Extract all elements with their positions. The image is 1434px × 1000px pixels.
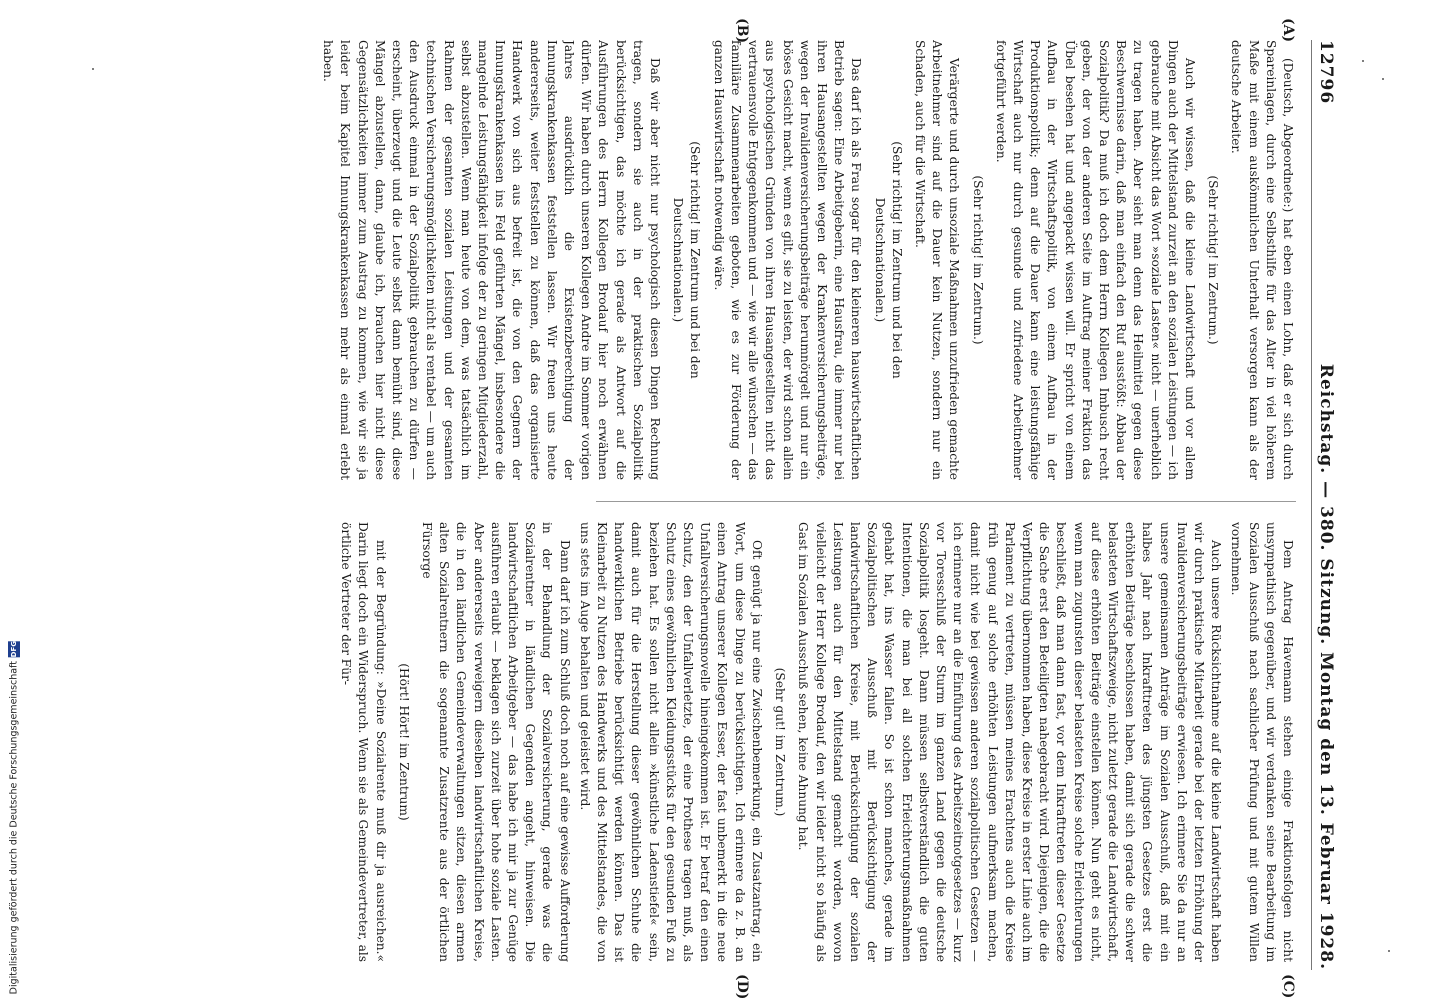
scan-speck — [1388, 950, 1390, 952]
page-number: 12796 — [1316, 40, 1336, 105]
paragraph: mit der Begründung: »Deine Sozialrente muß dir ja ausreichen.« Darin liegt doch ein Widerspruch. Wenn sie als Gemeindevertreter, als örtliche Vertreter der Für- — [339, 522, 388, 962]
paragraph: Auch wir wissen, daß die kleine Landwirtschaft und vor allem Dingen auch der Mittelstand zurzeit an den sozialen Leistungen — ich gebrauche mit Absicht das Wort »soziale Lasten« nicht — unerheblich zu tragen haben. Aber sieht man denn das Heilmittel gegen diese Beschwernisse darin, daß man einfach den Ruf ausstößt: Abbau der Sozialpolitik? Da muß ich doch dem Herrn Kollegen Imbusch recht geben, der von der anderen Seite im Auftrag meiner Fraktion das Übel besehen hat und angepackt wissen will. Er spricht von einem Aufbau in der Wirtschaftspolitik, von einem Aufbau in der Produktionspolitik; denn auf die Dauer kann eine leistungsfähige Wirtschaft auch nur durch gesunde und zufriedene Arbeitnehmer fortgeführt werden. — [993, 40, 1197, 480]
dfg-logo: DFG — [10, 640, 18, 657]
interjection: (Sehr gut! im Zentrum.) — [773, 667, 788, 817]
column-divider — [596, 501, 1296, 502]
paragraph: Verärgerte und durch unsoziale Maßnahmen unzufrieden gemachte Arbeitnehmer sind auf die Dauer kein Nutzen, sondern nur ein Schaden, auch für die Wirtschaft. — [912, 40, 962, 480]
interjection: (Sehr richtig! im Zentrum und bei den Deutschnationalen.) — [671, 141, 703, 379]
left-column — [116, 40, 1296, 480]
interjection: (Sehr richtig! im Zentrum und bei den Deutschnationalen.) — [872, 141, 904, 379]
paragraph: Daß wir aber nicht nur psychologisch diesen Dingen Rechnung tragen, sondern sie auch in der praktischen Sozialpolitik berücksichtigen, das möchte ich gerade als Antwort auf die Ausführungen des Herrn Kollegen Brodauf hier noch erwähnen dürfen. Wir haben durch unseren Kollegen Andre im Sommer vorigen Jahres ausdrücklich die Existenzberechtigung der Innungskrankenkassen feststellen lassen. Wir freuen uns heute andererseits, weiter feststellen zu können, daß das organisierte Handwerk von sich aus befreit ist, die von den Gegnern der Innungskrankenkassen ins Feld geführten Mängel, insbesondere die mangelnde Leistungsfähigkeit infolge der zu geringen Mitgliederzahl, selbst abzustellen. Wenn man heute von dem, was tatsächlich im Rahmen der gesamten sozialen Leistungen und der gesamten technischen Versicherungsmöglichkeiten nicht als rentabel — um auch den Ausdruck einmal in der Sozialpolitik gebrauchen zu dürfen — erscheint, überzeugt und die Leute selbst dann bemüht sind, diese Mängel abzustellen, dann, glaube ich, brauchen hier nicht diese Gegensätzlichkeiten immer zum Austrag zu kommen, wie wir sie ja leider beim Kapitel Innungskrankenkassen mehr als einmal erlebt haben. — [321, 40, 663, 480]
scan-speck — [1362, 60, 1364, 62]
scan-speck — [92, 68, 94, 70]
paragraph: (Deutsch, Abgeordnete:) hat eben einen Lohn, daß er sich durch Spareinlagen, durch eine Selbsthilfe für das Alter in viel höherem Maße mit einem auskömmlichen Unterhalt versorgen kann als der deutsche Arbeiter. — [1229, 40, 1295, 480]
margin-marker-d: (D) — [734, 974, 750, 1000]
paragraph: Oft genügt ja nur eine Zwischenbemerkung, ein Zusatzantrag, ein Wort, um diese Dinge zu berücksichtigen. Ich erinnere da z. B. an einen Antrag unserer Kollegen Esser, der fast unbemerkt in die neue Unfallversicherungsnovelle hineingekommen ist. Er betraf den einen Schutz, den der Unfallverletzte, der eine Prothese tragen muß, als Schutz eines gewöhnlichen Kleidungsstücks für den gesunden Fuß zu beziehen hat. Es sollen nicht allein »künstliche Ladenstiefel« sein, damit auch für die Herstellung dieser gewöhnlichen Schuhe die handwerklichen Betriebe berücksichtigt werden können. Das ist Kleinarbeit zu Nutzen des Handwerks und des Mittelstandes, die von uns stets im Auge behalten und geleistet wird. — [577, 522, 764, 962]
paragraph: Das darf ich als Frau sogar für den kleineren hauswirtschaftlichen Betrieb sagen: Eine Arbeitgeberin, eine Hausfrau, die immer nur bei ihren Hausangestellten wegen der Krankenversicherungsbeiträge, wegen der Invalidenversicherungsbeiträge herumnörgelt und nur ein böses Gesicht macht, wenn es gilt, sie zu leisten, der wird schon allein aus psychologischen Gründen von ihren Hausangestellten nicht das vertrauensvolle Entgegenkommen und — wie wir alle wünschen — das familiäre Zusammenarbeiten geboten, wie es zur Förderung der ganzen Hauswirtschaft notwendig wäre. — [711, 40, 864, 480]
right-column — [116, 522, 1296, 962]
credit-text: Digitalisierung gefördert durch die Deutsche Forschungsgemeinschaft — [8, 660, 20, 994]
page-header — [1311, 40, 1340, 970]
page-title: Reichstag. — 380. Sitzung. Montag den 13. Februar 1928. — [1316, 363, 1336, 970]
interjection: (Hört! Hört! im Zentrum) — [396, 663, 411, 821]
margin-marker-b: (B) — [734, 18, 750, 44]
interjection: (Sehr richtig! im Zentrum.) — [970, 175, 985, 345]
paragraph: Dem Antrag Havemann stehen einige Fraktionsfolgen nicht unsympathisch gegenüber, und wir verdanken seine Bearbeitung im Sozialen Ausschuß nach sachlicher Prüfung und mit gutem Willen vornehmen. — [1229, 522, 1295, 962]
rotated-document-page — [110, 18, 1340, 1000]
margin-marker-a: (A) — [1280, 18, 1296, 43]
paragraph: Auch unsere Rücksichtnahme auf die kleine Landwirtschaft haben wir durch praktische Mitarbeit gerade bei der letzten Erhöhung der Invalidenversicherungsbeiträge erwiesen. Ich erinnere Sie da nur an unsere gemeinsamen Anträge im Sozialen Ausschuß, daß mit ein halbes Jahr nach Inkrafttreten des jüngsten Gesetzes erst die erhöhten Beiträge beschlossen haben, damit sich gerade die schwer belasteten Wirtschaftszweige, nicht zuletzt gerade die Landwirtschaft, auf diese erhöhten Beiträge einstellen können. Nun geht es nicht, wenn man zugunsten dieser belasteten Kreise solche Erleichterungen beschließt, daß man dann fast, vor dem Inkrafttreten dieser Gesetze die Sache erst den Beteiligten nahegebracht wird. Diejenigen, die die Verpflichtung übernommen haben, diese Kreise in erster Linie auch im Parlament zu vertreten, müssen meines Erachtens auch die Kreise früh genug auf solche erhöhten Leistungen aufmerksam machen, damit nicht wie bei gewissen anderen sozialpolitischen Gesetzen — ich erinnere nur an die Einführung des Arbeitszeitnotgesetzes — kurz vor Toresschluß der Sturm im ganzen Land gegen die deutsche Sozialpolitik losgeht. Dann müssen selbstverständlich die guten Intentionen, die man bei all solchen Erleichterungsmaßnahmen gehabt hat, ins Wasser fallen. So ist schon manches, gerade im Sozialpolitischen Ausschuß mit Berücksichtigung der landwirtschaftlichen Kreise, mit Berücksichtigung der sozialen Leistungen auch für den Mittelstand gemacht worden, wovon vielleicht der Herr Kollege Brodauf, den wir leider nicht so häufig als Gast im Sozialen Ausschuß sehen, keine Ahnung hat. — [796, 522, 1224, 962]
paragraph: Dann darf ich zum Schluß doch noch auf eine gewisse Aufforderung in der Behandlung der Sozialversicherung, gerade was die Sozialrentner in ländlichen Gegenden angeht, hinweisen. Die landwirtschaftlichen Arbeitgeber — das habe ich mir ja zur Genüge ausführen erlaubt — beklagen sich zurzeit über hohe soziale Lasten. Aber andererseits verweigern dieselben landwirtschaftlichen Kreise, die in den ländlichen Gemeindeverwaltungen sitzen, diesen armen alten Sozialrentnern die sogenannte Zusatzrente aus der örtlichen Fürsorge — [420, 522, 572, 962]
scan-speck — [1382, 78, 1384, 80]
interjection: (Sehr richtig! im Zentrum.) — [1206, 175, 1221, 345]
digitization-credit — [8, 641, 20, 994]
margin-marker-c: (C) — [1280, 974, 1296, 999]
